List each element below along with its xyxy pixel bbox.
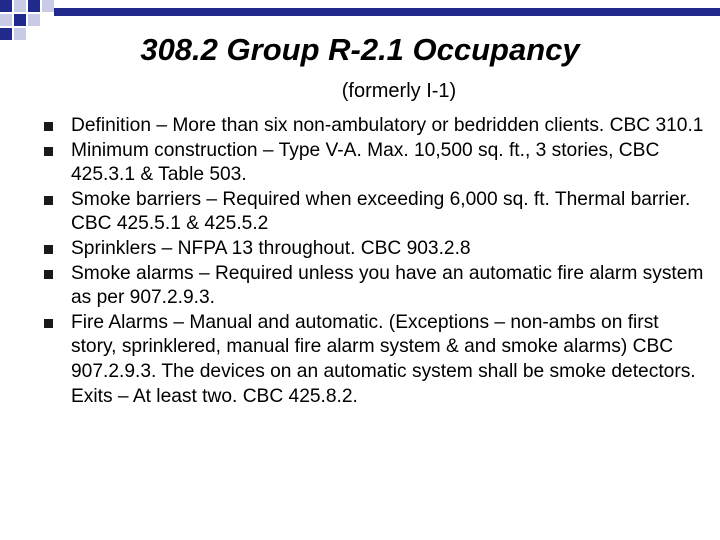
bullet-list	[0, 114, 720, 409]
bullet-text: Fire Alarms – Manual and automatic. (Exceptions – non-ambs on first story, sprinklered, manual fire alarm system & and smoke alarms) CBC 907.2.9.3. The devices on an automatic system shall be smoke detectors. Exits – At least two. CBC 425.8.2.	[71, 311, 696, 407]
list-item	[0, 114, 720, 139]
square-bullet-icon	[44, 122, 53, 131]
list-item	[0, 237, 720, 262]
bullet-text: Minimum construction – Type V-A. Max. 10,500 sq. ft., 3 stories, CBC 425.3.1 & Table 503.	[71, 139, 660, 186]
page-title: 308.2 Group R-2.1 Occupancy	[140, 32, 580, 67]
bullet-text: Sprinklers – NFPA 13 throughout. CBC 903.2.8	[71, 237, 471, 259]
page-subtitle: (formerly I-1)	[341, 80, 457, 102]
square-bullet-icon	[44, 245, 53, 254]
list-item	[0, 311, 720, 409]
square-bullet-icon	[44, 147, 53, 156]
square-bullet-icon	[44, 270, 53, 279]
list-item	[0, 188, 720, 237]
bullet-text: Smoke alarms – Required unless you have an automatic fire alarm system as per 907.2.9.3.	[71, 262, 704, 309]
list-item	[0, 139, 720, 188]
bullet-text: Smoke barriers – Required when exceeding 6,000 sq. ft. Thermal barrier. CBC 425.5.1 & 425.5.2	[71, 188, 691, 235]
list-item	[0, 262, 720, 311]
square-bullet-icon	[44, 319, 53, 328]
title-accent-bar	[54, 8, 720, 16]
square-bullet-icon	[44, 196, 53, 205]
bullet-text: Definition – More than six non-ambulatory or bedridden clients. CBC 310.1	[71, 115, 704, 136]
